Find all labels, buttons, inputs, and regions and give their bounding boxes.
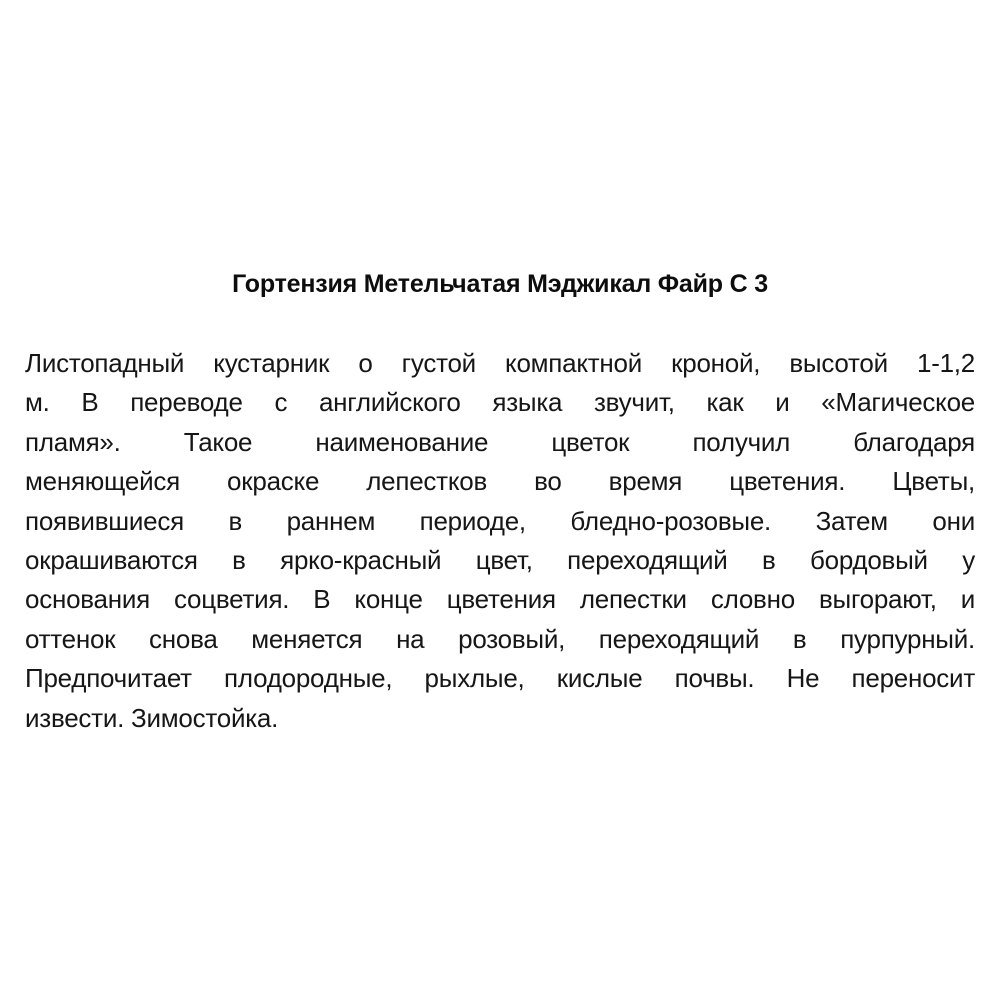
description-line: основания соцветия. В конце цветения лепестки словно выгорают, и [25,584,975,615]
description-line: извести. Зимостойка. [25,702,279,733]
description-line: окрашиваются в ярко-красный цвет, переходящий в бордовый у [25,544,975,575]
description-line: появившиеся в раннем периоде, бледно-розовые. Затем они [25,505,975,536]
description-line: Предпочитает плодородные, рыхлые, кислые почвы. Не переносит [25,663,975,694]
description-line: м. В переводе с английского языка звучит, как и «Магическое [25,387,975,418]
product-description [25,344,975,738]
description-line: пламя». Такое наименование цветок получил благодаря [25,426,975,457]
description-line: меняющейся окраске лепестков во время цветения. Цветы, [25,466,975,497]
product-title: Гортензия Метельчатая Мэджикал Файр С 3 [232,270,768,298]
description-line: оттенок снова меняется на розовый, переходящий в пурпурный. [25,623,975,654]
description-line: Листопадный кустарник о густой компактной кроной, высотой 1-1,2 [25,348,975,378]
